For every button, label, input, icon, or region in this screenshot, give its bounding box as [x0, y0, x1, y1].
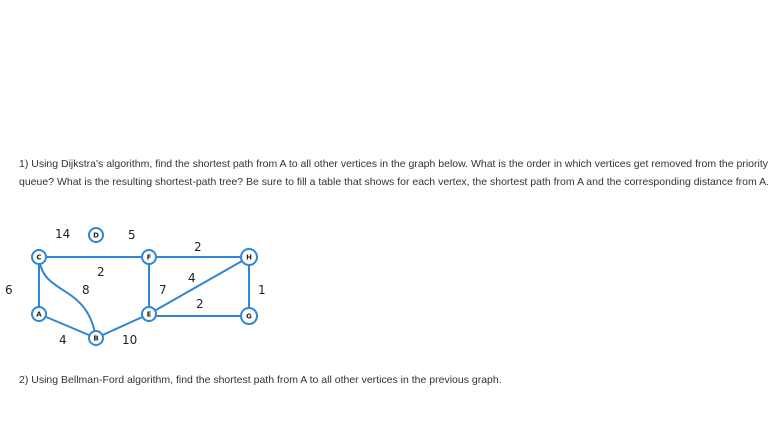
svg-text:E: E	[146, 310, 152, 319]
question-2-text: 2) Using Bellman-Ford algorithm, find the shortest path from A to all other vertices in the previous graph.	[19, 374, 502, 386]
node-f	[142, 250, 156, 264]
weight-label-c-a: 6	[5, 283, 13, 297]
svg-text:C: C	[36, 253, 42, 262]
svg-text:F: F	[146, 253, 152, 262]
weight-label-a-b: 4	[59, 333, 67, 347]
edge-a-b	[39, 314, 96, 338]
weight-label-f-e: 7	[159, 283, 167, 297]
graph-diagram	[5, 222, 272, 352]
node-g	[241, 308, 257, 324]
weight-label-c-d: 14	[55, 227, 71, 241]
node-b	[89, 331, 103, 345]
node-c	[32, 250, 46, 264]
weight-label-d-f: 5	[128, 228, 136, 242]
weight-label-inner-2: 2	[97, 265, 105, 279]
weight-label-h-g: 1	[258, 283, 266, 297]
svg-text:D: D	[93, 231, 99, 240]
weight-label-e-g: 2	[196, 297, 204, 311]
svg-text:H: H	[246, 253, 252, 262]
node-h	[241, 249, 257, 265]
svg-text:G: G	[246, 312, 252, 321]
weight-label-f-h: 2	[194, 240, 202, 254]
node-e	[142, 307, 156, 321]
question-1-text: 1) Using Dijkstra's algorithm, find the shortest path from A to all other vertices in the graph below. What is the order in which vertices get removed from the priority queue? What is the resulting shortest-path tree? Be sure to fill a table that shows for each vertex, the shortest path from A and the corresponding distance from A.	[19, 158, 770, 188]
weight-label-b-e: 10	[122, 333, 138, 347]
weight-label-e-h: 4	[188, 271, 196, 285]
node-a	[32, 307, 46, 321]
svg-text:A: A	[36, 310, 42, 319]
svg-text:B: B	[93, 334, 99, 343]
weight-label-c-b: 8	[82, 283, 90, 297]
node-d	[89, 228, 103, 242]
